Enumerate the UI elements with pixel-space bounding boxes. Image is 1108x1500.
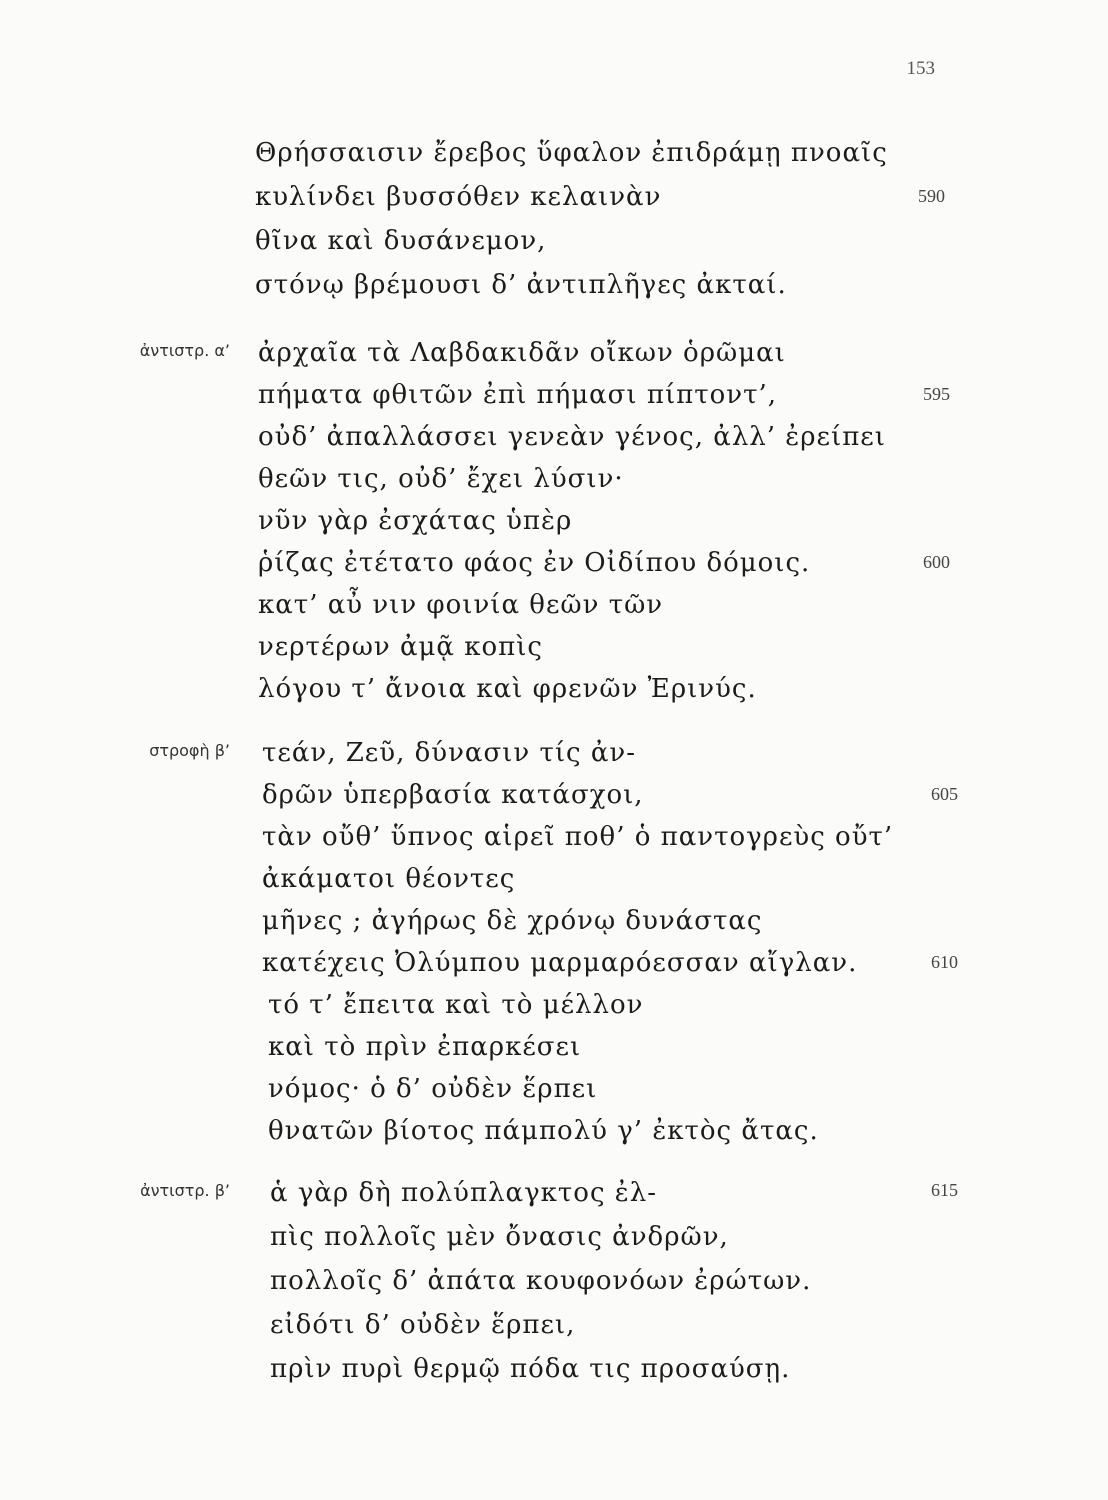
- verse-line: ἀκάματοι θέοντες: [262, 864, 516, 894]
- line-number: 590: [918, 186, 945, 206]
- line-number: 615: [931, 1180, 958, 1200]
- page-number: 153: [906, 58, 935, 79]
- stanza-label: ἀντιστρ. β’: [140, 1181, 230, 1200]
- verse-line: κατ’ αὖ νιν φοινία θεῶν τῶν: [258, 590, 664, 620]
- verse-line: πήματα φθιτῶν ἐπὶ πήμασι πίπτοντ’,: [258, 380, 777, 410]
- verse-line: ἁ γὰρ δὴ πολύπλαγκτος ἐλ-: [270, 1178, 657, 1208]
- verse-line: νερτέρων ἀμᾷ κοπὶς: [258, 632, 543, 662]
- stanza-label: ἀντιστρ. α’: [139, 341, 230, 360]
- verse-line: οὐδ’ ἀπαλλάσσει γενεὰν γένος, ἀλλ’ ἐρείπει: [258, 422, 886, 452]
- verse-line: δρῶν ὑπερβασία κατάσχοι,: [262, 780, 644, 810]
- verse-line: κατέχεις Ὀλύμπου μαρμαρόεσσαν αἴγλαν.: [262, 948, 858, 978]
- line-number: 610: [931, 952, 958, 972]
- stanza-label: στροφὴ β’: [149, 741, 230, 760]
- verse-line: πρὶν πυρὶ θερμῷ πόδα τις προσαύσῃ.: [270, 1354, 791, 1384]
- line-number: 600: [923, 552, 950, 572]
- verse-line: καὶ τὸ πρὶν ἐπαρκέσει: [268, 1032, 582, 1062]
- verse-line: Θρήσσαισιν ἔρεβος ὕφαλον ἐπιδράμῃ πνοαῖς: [255, 138, 888, 168]
- verse-line: εἰδότι δ’ οὐδὲν ἕρπει,: [270, 1310, 576, 1340]
- verse-line: θῖνα καὶ δυσάνεμον,: [255, 226, 547, 256]
- verse-line: ἀρχαῖα τὰ Λαβδακιδᾶν οἴκων ὁρῶμαι: [258, 338, 786, 368]
- verse-line: μῆνες ; ἀγήρως δὲ χρόνῳ δυνάστας: [262, 906, 763, 936]
- verse-line: τὰν οὔθ’ ὕπνος αἱρεῖ ποθ’ ὁ παντογρεὺς οὔτ’: [262, 822, 894, 852]
- verse-line: κυλίνδει βυσσόθεν κελαινὰν: [255, 182, 662, 212]
- verse-line: τό τ’ ἔπειτα καὶ τὸ μέλλον: [268, 990, 644, 1020]
- verse-line: θνατῶν βίοτος πάμπολύ γ’ ἐκτὸς ἄτας.: [268, 1116, 819, 1146]
- verse-line: τεάν, Ζεῦ, δύνασιν τίς ἀν-: [262, 738, 637, 768]
- verse-line: λόγου τ’ ἄνοια καὶ φρενῶν Ἐρινύς.: [258, 674, 757, 704]
- verse-line: ῥίζας ἐτέτατο φάος ἐν Οἰδίπου δόμοις.: [258, 548, 811, 578]
- verse-line: πὶς πολλοῖς μὲν ὄνασις ἀνδρῶν,: [270, 1222, 729, 1252]
- verse-line: πολλοῖς δ’ ἀπάτα κουφονόων ἐρώτων.: [270, 1266, 812, 1296]
- line-number: 595: [923, 384, 950, 404]
- verse-line: νῦν γὰρ ἐσχάτας ὑπὲρ: [258, 506, 573, 536]
- verse-line: νόμος· ὁ δ’ οὐδὲν ἕρπει: [268, 1074, 598, 1104]
- verse-line: θεῶν τις, οὐδ’ ἔχει λύσιν·: [258, 464, 624, 494]
- line-number: 605: [931, 784, 958, 804]
- verse-line: στόνῳ βρέμουσι δ’ ἀντιπλῆγες ἀκταί.: [255, 270, 787, 300]
